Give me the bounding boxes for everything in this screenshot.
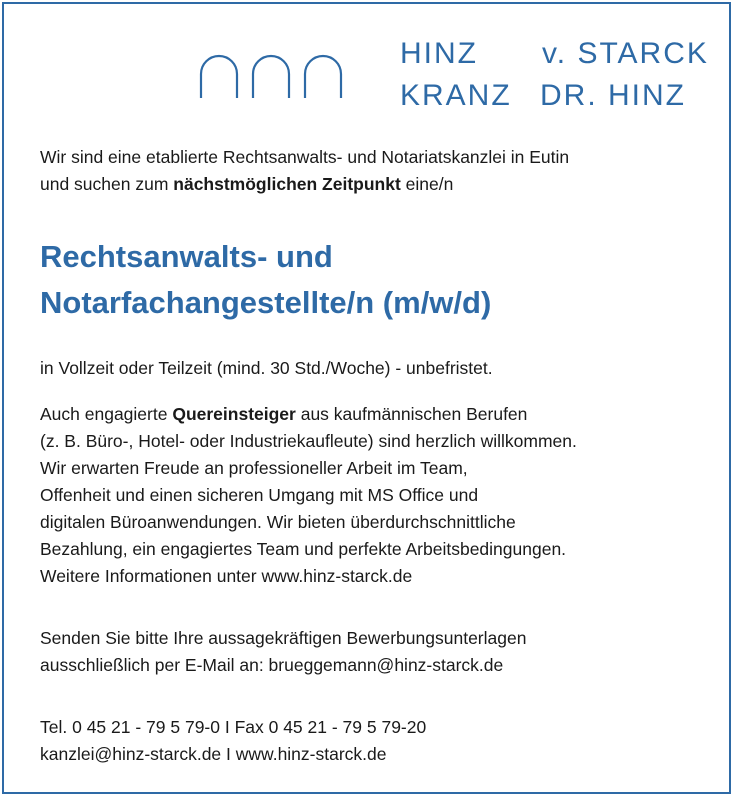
application-email: ausschließlich per E-Mail an: brueggemann@hinz-starck.de [40, 655, 504, 675]
job-title-line-1: Rechtsanwalts- und [40, 239, 333, 274]
firm-name-dr-hinz: DR. HINZ [540, 79, 686, 112]
application-line-1: Senden Sie bitte Ihre aussagekräftigen Bewerbungsunterlagen [40, 628, 527, 648]
body-line-2: (z. B. Büro-, Hotel- oder Industriekaufleute) sind herzlich willkommen. [40, 431, 577, 451]
firm-name-hinz: HINZ [400, 37, 478, 70]
intro-text-end: eine/n [400, 174, 454, 194]
body-line-1 [40, 402, 527, 427]
intro-line-2 [40, 172, 453, 197]
body-text-end: aus kaufmännischen Berufen [295, 404, 528, 424]
intro-line-1: Wir sind eine etablierte Rechtsanwalts- und Notariatskanzlei in Eutin [40, 147, 570, 167]
firm-name-v-starck: v. STARCK [542, 37, 709, 70]
contact-phone-fax: Tel. 0 45 21 - 79 5 79-0 I Fax 0 45 21 - 79 5 79-20 [40, 717, 427, 737]
job-title-line-2: Notarfachangestellte/n (m/w/d) [40, 285, 492, 320]
body-line-3: Wir erwarten Freude an professioneller Arbeit im Team, [40, 458, 468, 478]
intro-text: und suchen zum [40, 174, 174, 194]
body-line-6: Bezahlung, ein engagiertes Team und perfekte Arbeitsbedingungen. [40, 539, 567, 559]
employment-terms: in Vollzeit oder Teilzeit (mind. 30 Std./Woche) - unbefristet. [40, 358, 493, 378]
three-arches-icon [198, 52, 344, 98]
body-text: Auch engagierte [40, 404, 173, 424]
firm-name-kranz: KRANZ [400, 79, 512, 112]
body-line-4: Offenheit und einen sicheren Umgang mit MS Office und [40, 485, 479, 505]
contact-email-web: kanzlei@hinz-starck.de I www.hinz-starck.de [40, 744, 387, 764]
body-line-5: digitalen Büroanwendungen. Wir bieten überdurchschnittliche [40, 512, 516, 532]
career-changer-emphasis: Quereinsteiger [172, 404, 296, 424]
website-info: Weitere Informationen unter www.hinz-starck.de [40, 566, 413, 586]
start-date-emphasis: nächstmöglichen Zeitpunkt [173, 174, 401, 194]
